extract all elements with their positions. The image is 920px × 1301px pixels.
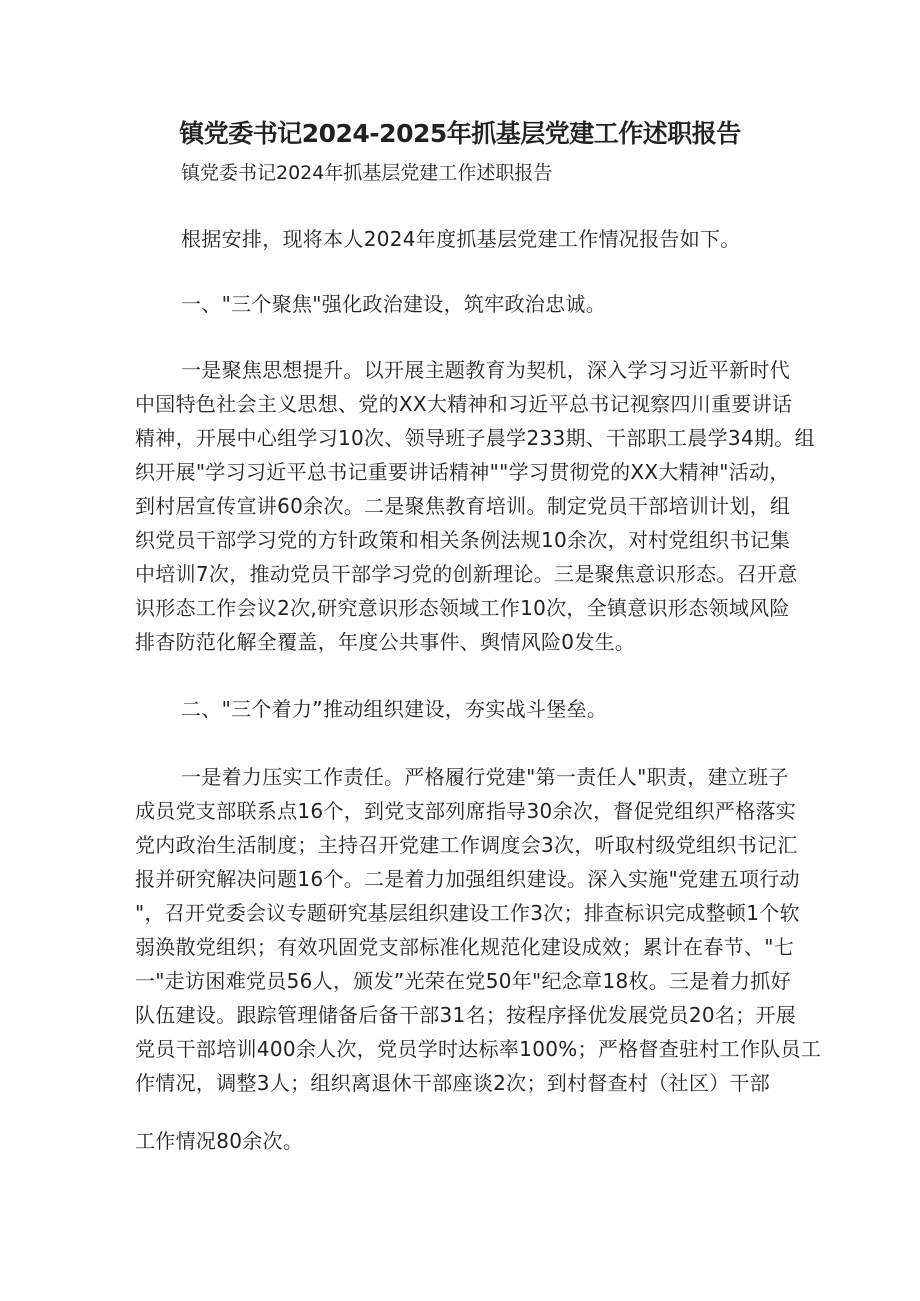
section-1-line: 识形态工作会议2次,研究意识形态领域工作10次，全镇意识形态领域风险	[135, 596, 790, 620]
section-2-tail: 工作情况80余次。	[135, 1129, 304, 1153]
section-1-line: 精神，开展中心组学习10次、领导班子晨学233期、干部职工晨学34期。组	[135, 426, 815, 450]
section-2-line: 一是着力压实工作责任。严格履行党建"第一责任人"职责，建立班子	[181, 765, 789, 789]
section-2-line: 党员干部培训400余人次，党员学时达标率100%；严格督查驻村工作队员工	[135, 1037, 822, 1061]
document-subtitle: 镇党委书记2024年抓基层党建工作述职报告	[181, 162, 553, 184]
section-2-line: 队伍建设。跟踪管理储备后备干部31名；按程序择优发展党员20名；开展	[135, 1003, 797, 1027]
intro-paragraph: 根据安排，现将本人2024年度抓基层党建工作情况报告如下。	[181, 227, 741, 251]
section-2-line: 作情况，调整3人；组织离退休干部座谈2次；到村督查村（社区）干部	[135, 1071, 771, 1095]
section-2-line: 一"走访困难党员56人，颁发”光荣在党50年"纪念章18枚。三是着力抓好	[135, 969, 791, 993]
section-1-line: 中培训7次，推动党员干部学习党的创新理论。三是聚焦意识形态。召开意	[135, 562, 798, 586]
section-1-line: 到村居宣传宣讲60余次。二是聚焦教育培训。制定党员干部培训计划，组	[135, 494, 791, 518]
document-title: 镇党委书记2024-2025年抓基层党建工作述职报告	[179, 119, 741, 148]
section-2-heading: 二、"三个着力”推动组织建设，夯实战斗堡垒。	[181, 697, 608, 721]
section-1-heading: 一、"三个聚焦"强化政治建设，筑牢政治忠诚。	[181, 292, 606, 316]
section-1-line: 一是聚焦思想提升。以开展主题教育为契机，深入学习习近平新时代	[181, 358, 790, 382]
section-1-line: 中国特色社会主义思想、党的XX大精神和习近平总书记视察四川重要讲话	[135, 392, 793, 416]
section-2-line: 成员党支部联系点16个，到党支部列席指导30余次，督促党组织严格落实	[135, 799, 797, 823]
section-2-line: "，召开党委会议专题研究基层组织建设工作3次；排查标识完成整顿1个软	[135, 901, 800, 925]
section-1-line: 织开展"学习习近平总书记重要讲话精神""学习贯彻党的XX大精神"活动，	[135, 460, 790, 484]
section-2-line: 弱涣散党组织；有效巩固党支部标准化规范化建设成效；累计在春节、"七	[135, 935, 795, 959]
section-2-line: 党内政治生活制度；主持召开党建工作调度会3次，听取村级党组织书记汇	[135, 833, 798, 857]
section-1-line: 排杳防范化解全覆盖，年度公共事件、舆情风险0发生。	[135, 630, 636, 654]
section-1-line: 织党员干部学习党的方针政策和相关条例法规10余次，对村党组织书记集	[135, 528, 791, 552]
section-2-line: 报并研究解决问题16个。二是着力加强组织建设。深入实施"党建五项行动	[135, 867, 800, 891]
